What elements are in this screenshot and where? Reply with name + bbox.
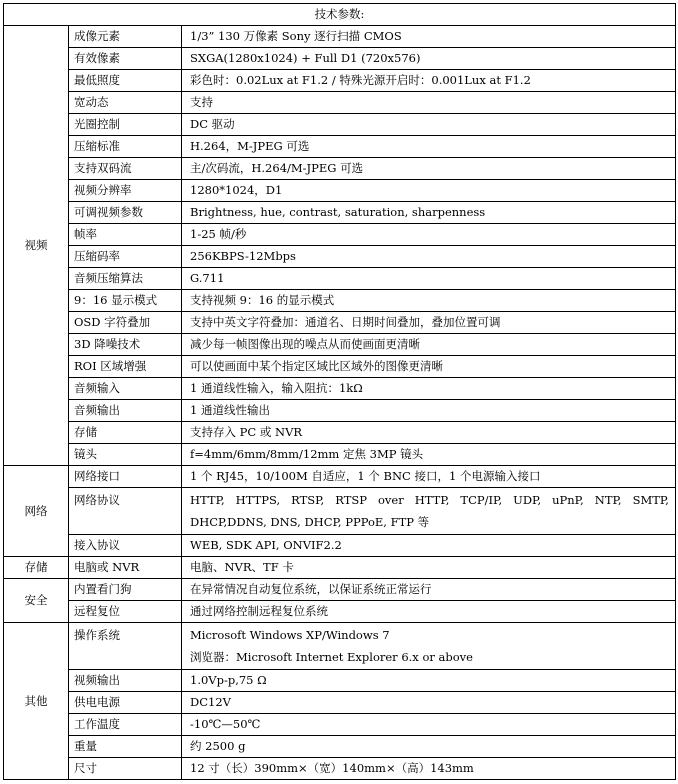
row-value: 12 寸（长）390mm×（宽）140mm×（高）143mm — [182, 758, 676, 780]
table-row — [4, 312, 676, 334]
group-security: 安全 — [4, 579, 69, 623]
row-label: 支持双码流 — [69, 158, 182, 180]
row-value: 支持存入 PC 或 NVR — [182, 422, 676, 444]
table-row — [4, 246, 676, 268]
table-row — [4, 601, 676, 623]
protocol-item: uPnP, — [552, 493, 584, 507]
row-value: 在异常情况自动复位系统，以保证系统正常运行 — [182, 579, 676, 601]
table-row — [4, 290, 676, 312]
protocol-item: RTSP — [335, 493, 367, 507]
group-storage: 存储 — [4, 557, 69, 579]
table-row — [4, 48, 676, 70]
table-row — [4, 714, 676, 736]
row-value: 1-25 帧/秒 — [182, 224, 676, 246]
row-value: G.711 — [182, 268, 676, 290]
table-title: 技术参数: — [4, 4, 676, 26]
table-row — [4, 422, 676, 444]
protocol-item: TCP/IP, — [460, 493, 503, 507]
row-value: 减少每一帧图像出现的噪点从而使画面更清晰 — [182, 334, 676, 356]
protocol-item: RTSP, — [291, 493, 325, 507]
row-value: 1 通道线性输出 — [182, 400, 676, 422]
protocol-item: HTTP, — [190, 493, 225, 507]
table-row — [4, 180, 676, 202]
table-row — [4, 670, 676, 692]
row-value: DC 驱动 — [182, 114, 676, 136]
row-label: ROI 区域增强 — [69, 356, 182, 378]
row-value: 通过网络控制远程复位系统 — [182, 601, 676, 623]
row-label: 接入协议 — [69, 535, 182, 557]
spec-table — [3, 3, 676, 780]
table-row — [4, 70, 676, 92]
row-value: 1.0Vp-p,75 Ω — [182, 670, 676, 692]
table-row — [4, 466, 676, 488]
row-label: 供电电源 — [69, 692, 182, 714]
row-label: 视频输出 — [69, 670, 182, 692]
row-label: 电脑或 NVR — [69, 557, 182, 579]
row-value-protocols — [182, 488, 676, 535]
row-value: 支持 — [182, 92, 676, 114]
row-label: 宽动态 — [69, 92, 182, 114]
table-row — [4, 444, 676, 466]
row-label: 操作系统 — [69, 623, 182, 670]
table-row — [4, 535, 676, 557]
row-value: Brightness, hue, contrast, saturation, sharpenness — [182, 202, 676, 224]
protocol-item: HTTP, — [414, 493, 450, 507]
table-row — [4, 92, 676, 114]
row-value: 主/次码流，H.264/M-JPEG 可选 — [182, 158, 676, 180]
protocols-line-1 — [190, 489, 669, 511]
row-value: 约 2500 g — [182, 736, 676, 758]
os-line-2: 浏览器：Microsoft Internet Explorer 6.x or above — [190, 650, 473, 664]
row-label: 存储 — [69, 422, 182, 444]
row-label: 成像元素 — [69, 26, 182, 48]
row-value-os — [182, 623, 676, 670]
row-value: 1 通道线性输入，输入阻抗：1kΩ — [182, 378, 676, 400]
row-value: -10℃—50℃ — [182, 714, 676, 736]
row-value: 彩色时：0.02Lux at F1.2 / 特殊光源开启时：0.001Lux at F1.2 — [182, 70, 676, 92]
row-label: 网络接口 — [69, 466, 182, 488]
row-label: 3D 降噪技术 — [69, 334, 182, 356]
row-value: WEB, SDK API, ONVIF2.2 — [182, 535, 676, 557]
title-row — [4, 4, 676, 26]
table-row — [4, 26, 676, 48]
row-value: 1280*1024，D1 — [182, 180, 676, 202]
row-label: 可调视频参数 — [69, 202, 182, 224]
table-row — [4, 202, 676, 224]
table-row — [4, 488, 676, 535]
row-label: 音频输出 — [69, 400, 182, 422]
row-label: 帧率 — [69, 224, 182, 246]
table-row — [4, 158, 676, 180]
row-label: 工作温度 — [69, 714, 182, 736]
row-label: 最低照度 — [69, 70, 182, 92]
row-value: 256KBPS-12Mbps — [182, 246, 676, 268]
protocol-item: NTP, — [594, 493, 622, 507]
row-label: 远程复位 — [69, 601, 182, 623]
row-value: 电脑、NVR、TF 卡 — [182, 557, 676, 579]
protocol-item: over — [378, 493, 404, 507]
table-row — [4, 378, 676, 400]
row-value: H.264，M-JPEG 可选 — [182, 136, 676, 158]
row-value: 可以使画面中某个指定区域比区域外的图像更清晰 — [182, 356, 676, 378]
row-value: f=4mm/6mm/8mm/12mm 定焦 3MP 镜头 — [182, 444, 676, 466]
row-label: 光圈控制 — [69, 114, 182, 136]
row-value: 支持视频 9：16 的显示模式 — [182, 290, 676, 312]
row-value: 1 个 RJ45，10/100M 自适应，1 个 BNC 接口，1 个电源输入接口 — [182, 466, 676, 488]
group-network: 网络 — [4, 466, 69, 557]
protocol-item: SMTP, — [632, 493, 669, 507]
table-row — [4, 224, 676, 246]
table-row — [4, 268, 676, 290]
row-label: 压缩标准 — [69, 136, 182, 158]
group-video: 视频 — [4, 26, 69, 466]
table-row — [4, 557, 676, 579]
table-row — [4, 623, 676, 670]
table-row — [4, 356, 676, 378]
group-other: 其他 — [4, 623, 69, 780]
row-value: SXGA(1280x1024) + Full D1 (720x576) — [182, 48, 676, 70]
row-label: 音频输入 — [69, 378, 182, 400]
protocols-line-2: DHCP,DDNS, DNS, DHCP, PPPoE, FTP 等 — [190, 515, 430, 529]
row-value: 支持中英文字符叠加：通道名、日期时间叠加，叠加位置可调 — [182, 312, 676, 334]
os-line-1: Microsoft Windows XP/Windows 7 — [190, 628, 390, 642]
table-row — [4, 579, 676, 601]
row-label: 压缩码率 — [69, 246, 182, 268]
table-row — [4, 114, 676, 136]
row-label: 内置看门狗 — [69, 579, 182, 601]
row-label: OSD 字符叠加 — [69, 312, 182, 334]
table-row — [4, 758, 676, 780]
table-row — [4, 736, 676, 758]
table-row — [4, 136, 676, 158]
row-value: 1/3” 130 万像素 Sony 逐行扫描 CMOS — [182, 26, 676, 48]
row-label: 9：16 显示模式 — [69, 290, 182, 312]
protocol-item: HTTPS, — [235, 493, 281, 507]
row-label: 尺寸 — [69, 758, 182, 780]
row-label: 网络协议 — [69, 488, 182, 535]
row-label: 视频分辨率 — [69, 180, 182, 202]
table-row — [4, 692, 676, 714]
protocol-item: UDP, — [513, 493, 542, 507]
row-value: DC12V — [182, 692, 676, 714]
table-row — [4, 400, 676, 422]
row-label: 有效像素 — [69, 48, 182, 70]
row-label: 重量 — [69, 736, 182, 758]
row-label: 音频压缩算法 — [69, 268, 182, 290]
row-label: 镜头 — [69, 444, 182, 466]
table-row — [4, 334, 676, 356]
